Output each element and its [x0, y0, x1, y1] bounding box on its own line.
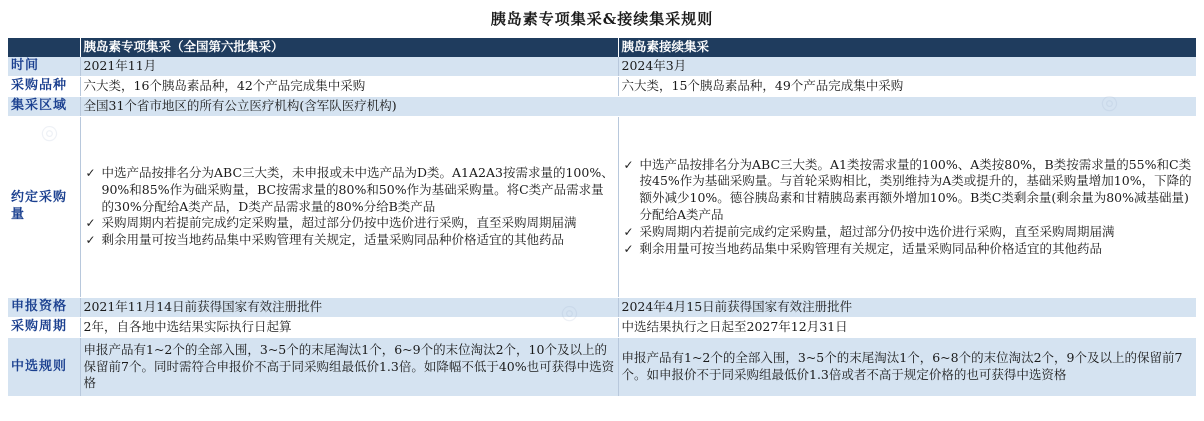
cell-area: 全国31个省市地区的所有公立医疗机构(含军队医疗机构)	[80, 97, 1196, 117]
cell-selection-special: 申报产品有1~2个的全部入围，3~5个的末尾淘汰1个，6~9个的末位淘汰2个，10个及以上的保留前7个。同时需符合申报价不高于同采购组最低价1.3倍。如降幅不低于40%也可获得中选资格	[80, 338, 618, 397]
row-area	[8, 97, 1196, 117]
row-label-volume: 约定采购量	[8, 117, 80, 298]
list-item-text: 剩余用量可按当地药品集中采购管理有关规定，适量采购同品种价格适宜的其他药品	[101, 232, 565, 248]
header-row	[8, 38, 1196, 57]
row-volume	[8, 117, 1196, 298]
cell-varieties-special: 六大类，16个胰岛素品种，42个产品完成集中采购	[80, 77, 618, 97]
row-label-selection: 中选规则	[8, 338, 80, 397]
row-label-varieties: 采购品种	[8, 77, 80, 97]
list-item-text: 采购周期内若提前完成约定采购量，超过部分仍按中选价进行采购，直至采购周期届满	[639, 223, 1115, 239]
cell-volume-continued	[618, 117, 1196, 298]
row-varieties	[8, 77, 1196, 97]
cell-time-special: 2021年11月	[80, 57, 618, 77]
cell-volume-special	[80, 117, 618, 298]
header-continued-procurement: 胰岛素接续集采	[618, 38, 1196, 57]
cell-qualification-continued: 2024年4月15日前获得国家有效注册批件	[618, 298, 1196, 318]
check-icon: ✓	[623, 157, 634, 172]
cell-selection-continued: 申报产品有1~2个的全部入围，3~5个的末尾淘汰1个，6~8个的末位淘汰2个，9个及以上的保留前7个。如申报价不于同采购组最低价1.3倍或者不高于规定价格的也可获得中选资格	[618, 338, 1196, 397]
check-icon: ✓	[623, 224, 634, 239]
check-icon: ✓	[85, 216, 96, 231]
cell-period-continued: 中选结果执行之日起至2027年12月31日	[618, 318, 1196, 338]
volume-special-list	[84, 165, 615, 249]
cell-time-continued: 2024年3月	[618, 57, 1196, 77]
row-time	[8, 57, 1196, 77]
cell-varieties-continued: 六大类，15个胰岛素品种，49个产品完成集中采购	[618, 77, 1196, 97]
cell-qualification-special: 2021年11月14日前获得国家有效注册批件	[80, 298, 618, 318]
check-icon: ✓	[623, 241, 634, 256]
page-title: 胰岛素专项集采&接续集采规则	[490, 10, 714, 28]
list-item	[84, 165, 615, 215]
row-selection	[8, 338, 1196, 397]
list-item	[622, 224, 1194, 241]
list-item	[622, 157, 1194, 224]
list-item-text: 中选产品按排名分为ABC三大类，未申报或未中选产品为D类。A1A2A3按需求量的100%、90%和85%作为础采购量，BC按需求量的80%和50%作为基础采购量。将C类产品需求量的30%分配给A类产品，D类产品需求量的80%分给B类产品	[101, 165, 614, 214]
list-item	[84, 232, 615, 249]
list-item-text: 采购周期内若提前完成约定采购量，超过部分仍按中选价进行采购，直至采购周期届满	[101, 215, 577, 231]
check-icon: ✓	[85, 166, 96, 180]
row-label-area: 集采区域	[8, 97, 80, 117]
row-period	[8, 318, 1196, 338]
row-label-period: 采购周期	[8, 318, 80, 338]
check-icon: ✓	[85, 233, 96, 248]
list-item-text: 中选产品按排名分为ABC三大类。A1类按需求量的100%、A类按80%，B类按需求量的55%和C类按45%作为基础采购量。与首轮采购相比，类别维持为A类或提升的，基础采购量增加10%，下降的额外减少10%。德谷胰岛素和甘精胰岛素再额外增加10%。B类C类剩余量(剩余量为80%减基础量)分配给A类产品	[639, 156, 1192, 222]
row-qualification	[8, 298, 1196, 318]
volume-continued-list	[622, 157, 1194, 258]
row-label-time: 时间	[8, 57, 80, 77]
comparison-table	[8, 38, 1196, 397]
row-label-qualification: 申报资格	[8, 298, 80, 318]
list-item-text: 剩余用量可按当地药品集中采购管理有关规定，适量采购同品种价格适宜的其他药品	[639, 240, 1103, 256]
list-item	[84, 215, 615, 232]
header-blank	[8, 38, 80, 57]
cell-period-special: 2年，自各地中选结果实际执行日起算	[80, 318, 618, 338]
header-special-procurement: 胰岛素专项集采（全国第六批集采）	[80, 38, 618, 57]
list-item	[622, 241, 1194, 258]
